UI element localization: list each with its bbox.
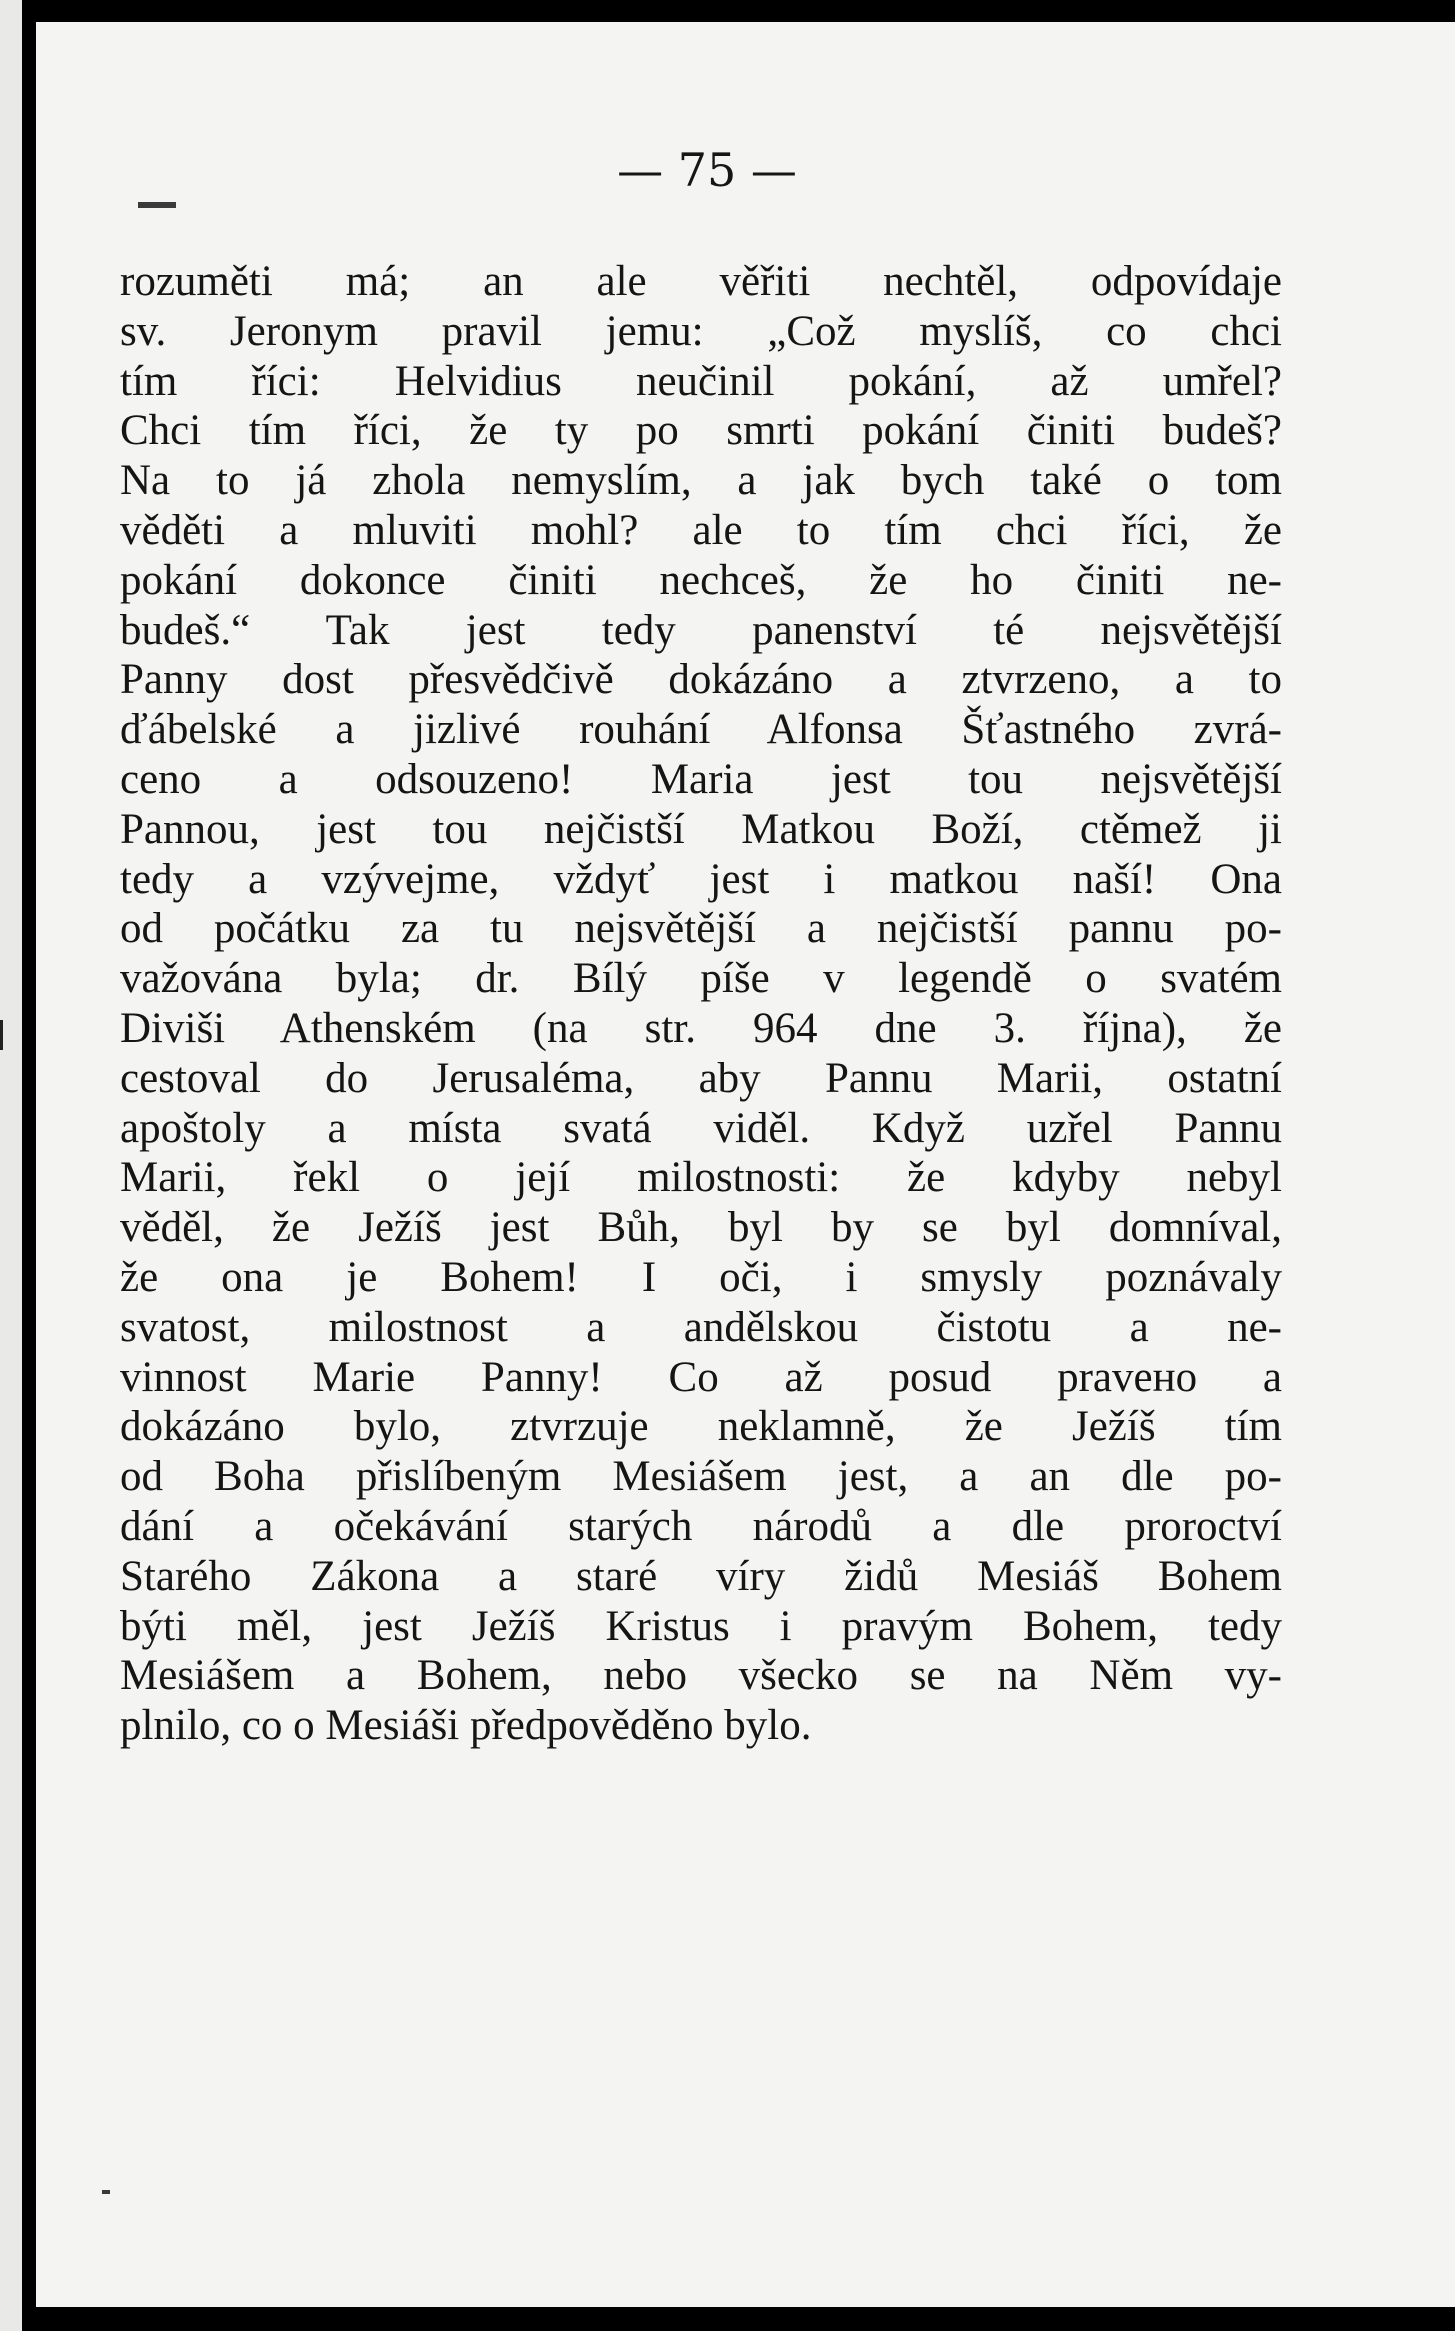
text-line: že ona je Bohem! I oči, i smysly poznávaly — [120, 1253, 1282, 1301]
print-speck — [138, 202, 176, 208]
page-number: — 75 — — [617, 143, 797, 197]
text-line: od Boha přislíbeným Mesiášem jest, a an dle po- — [120, 1453, 1282, 1501]
text-line: Starého Zákona a staré víry židů Mesiáš Bohem — [120, 1552, 1282, 1600]
text-line: budeš.“ Tak jest tedy panenství té nejsvětější — [120, 606, 1282, 654]
text-line: važována byla; dr. Bílý píše v legendě o svatém — [120, 955, 1282, 1003]
book-page — [36, 22, 1455, 2307]
text-line: cestoval do Jerusaléma, aby Pannu Marii, ostatní — [120, 1054, 1282, 1102]
text-line: ceno a odsouzeno! Maria jest tou nejsvětější — [120, 755, 1282, 803]
text-line: tedy a vzývejme, vždyť jest i matkou naší! Ona — [120, 855, 1282, 903]
text-line: sv. Jeronym pravil jemu: „Což myslíš, co chci — [120, 307, 1282, 355]
body-text — [120, 257, 1282, 1751]
text-line: apoštoly a místa svatá viděl. Když uzřel Pannu — [120, 1104, 1282, 1152]
text-line: Pannou, jest tou nejčistší Matkou Boží, ctěmež ji — [120, 805, 1282, 853]
left-margin-strip — [0, 0, 22, 2331]
text-line: tím říci: Helvidius neučinil pokání, až umřel? — [120, 357, 1282, 405]
text-line: rozuměti má; an ale věřiti nechtěl, odpovídaje — [120, 258, 1282, 305]
text-line: Panny dost přesvědčivě dokázáno a ztvrzeno, a to — [120, 656, 1282, 704]
text-line: Marii, řekl o její milostnosti: že kdyby nebyl — [120, 1154, 1282, 1202]
text-line: plnilo, co o Mesiáši předpověděno bylo. — [120, 1702, 812, 1750]
text-line: věděti a mluviti mohl? ale to tím chci říci, že — [120, 506, 1282, 554]
edge-mark — [0, 1020, 3, 1050]
text-line: býti měl, jest Ježíš Kristus i pravým Bohem, tedy — [120, 1602, 1282, 1650]
text-line: věděl, že Ježíš jest Bůh, byl by se byl domníval, — [120, 1204, 1282, 1252]
text-line: od počátku za tu nejsvětější a nejčistší pannu po- — [120, 905, 1282, 953]
text-line: pokání dokonce činiti nechceš, že ho činiti ne- — [120, 556, 1282, 604]
text-line: dání a očekávání starých národů a dle proroctví — [120, 1502, 1282, 1550]
text-line: Diviši Athenském (na str. 964 dne 3. října), že — [120, 1004, 1282, 1052]
print-speck — [102, 2190, 110, 2194]
text-line: Mesiášem a Bohem, nebo všecko se na Něm vy- — [120, 1652, 1282, 1700]
text-line: svatost, milostnost a andělskou čistotu a ne- — [120, 1303, 1282, 1351]
text-line: Na to já zhola nemyslím, a jak bych také o tom — [120, 457, 1282, 505]
text-line: vinnost Marie Panny! Co až posud pravено a — [120, 1353, 1282, 1401]
text-line: Chci tím říci, že ty po smrti pokání činiti budeš? — [120, 407, 1282, 455]
text-line: dokázáno bylo, ztvrzuje neklamně, že Ježíš tím — [120, 1403, 1282, 1451]
text-line: ďábelské a jizlivé rouhání Alfonsa Šťastného zvrá- — [120, 706, 1282, 754]
